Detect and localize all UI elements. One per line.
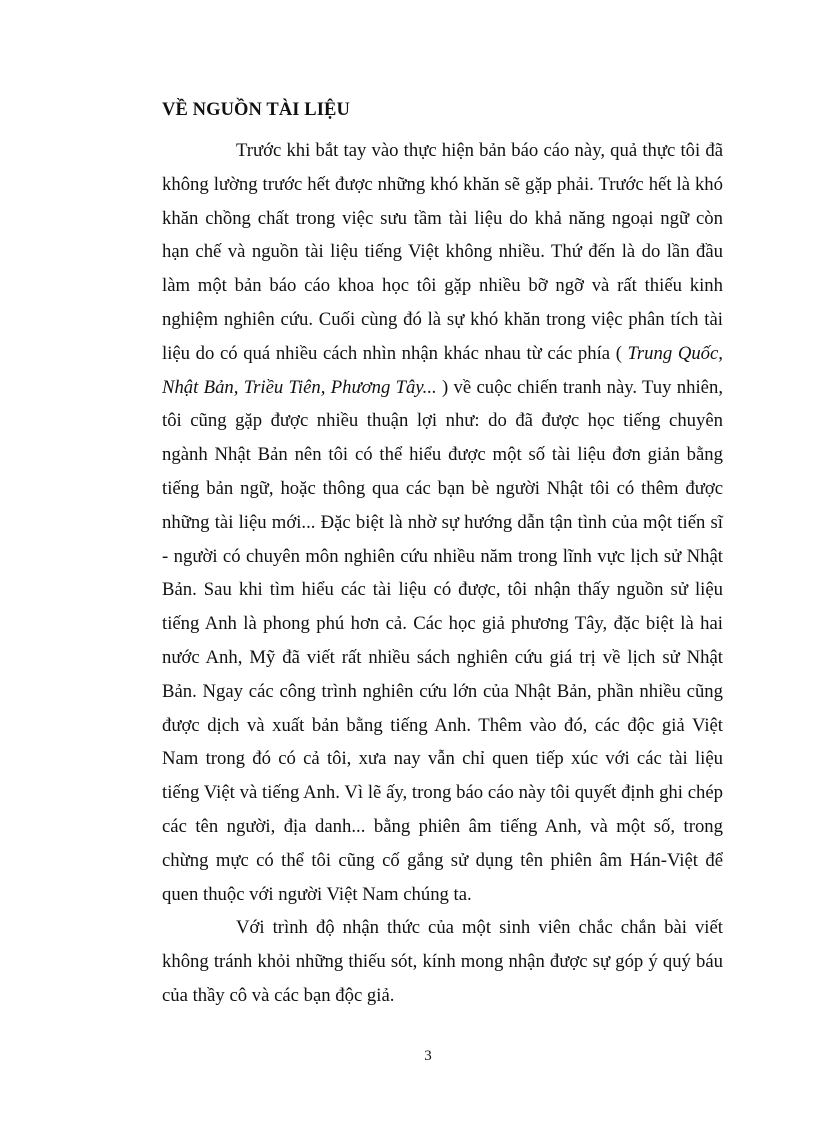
paragraph-2: Với trình độ nhận thức của một sinh viên chắc chắn bài viết không tránh khỏi những thiếu sót, kính mong nhận được sự góp ý quý báu của thầy cô và các bạn độc giả. bbox=[162, 917, 723, 1006]
paragraph-1-italic-countries: Trung Quốc, Nhật Bản, Triều Tiên, Phương Tây... bbox=[162, 342, 723, 398]
body-text bbox=[162, 134, 723, 1013]
section-title: VỀ NGUỒN TÀI LIỆU bbox=[162, 100, 350, 120]
page-number: 3 bbox=[424, 1048, 432, 1064]
paragraph-1-text-b: ) về cuộc chiến tranh này. Tuy nhiên, tôi cũng gặp được nhiều thuận lợi như: do đã được học tiếng chuyên ngành Nhật Bản nên tôi có thể hiểu được một số tài liệu đơn giản bằng tiếng bản ngữ, hoặc thông qua các bạn bè người Nhật tôi có thêm được những tài liệu mới... Đặc biệt là nhờ sự hướng dẫn tận tình của một tiến sĩ - người có chuyên môn nghiên cứu nhiều năm trong lĩnh vực lịch sử Nhật Bản. Sau khi tìm hiểu các tài liệu có được, tôi nhận thấy nguồn sử liệu tiếng Anh là phong phú hơn cả. Các học giả phương Tây, đặc biệt là hai nước Anh, Mỹ đã viết rất nhiều sách nghiên cứu giá trị về lịch sử Nhật Bản. Ngay các công trình nghiên cứu lớn của Nhật Bản, phần nhiều cũng được dịch và xuất bản bằng tiếng Anh. Thêm vào đó, các độc giả Việt Nam trong đó có cả tôi, xưa nay vẫn chỉ quen tiếp xúc với các tài liệu tiếng Việt và tiếng Anh. Vì lẽ ấy, trong báo cáo này tôi quyết định ghi chép các tên người, địa danh... bằng phiên âm tiếng Anh, và một số, trong chừng mực có thể tôi cũng cố gắng sử dụng tên phiên âm Hán-Việt để quen thuộc với người Việt Nam chúng ta. bbox=[162, 376, 723, 905]
paragraph-1 bbox=[162, 134, 723, 911]
paragraph-1-text-a: Trước khi bắt tay vào thực hiện bản báo cáo này, quả thực tôi đã không lường trước hết được những khó khăn sẽ gặp phải. Trước hết là khó khăn chồng chất trong việc sưu tầm tài liệu do khả năng ngoại ngữ còn hạn chế và nguồn tài liệu tiếng Việt không nhiều. Thứ đến là do lần đầu làm một bản báo cáo khoa học tôi gặp nhiều bỡ ngỡ và rất thiếu kinh nghiệm nghiên cứu. Cuối cùng đó là sự khó khăn trong việc phân tích tài liệu do có quá nhiều cách nhìn nhận khác nhau từ các phía ( bbox=[162, 140, 723, 364]
